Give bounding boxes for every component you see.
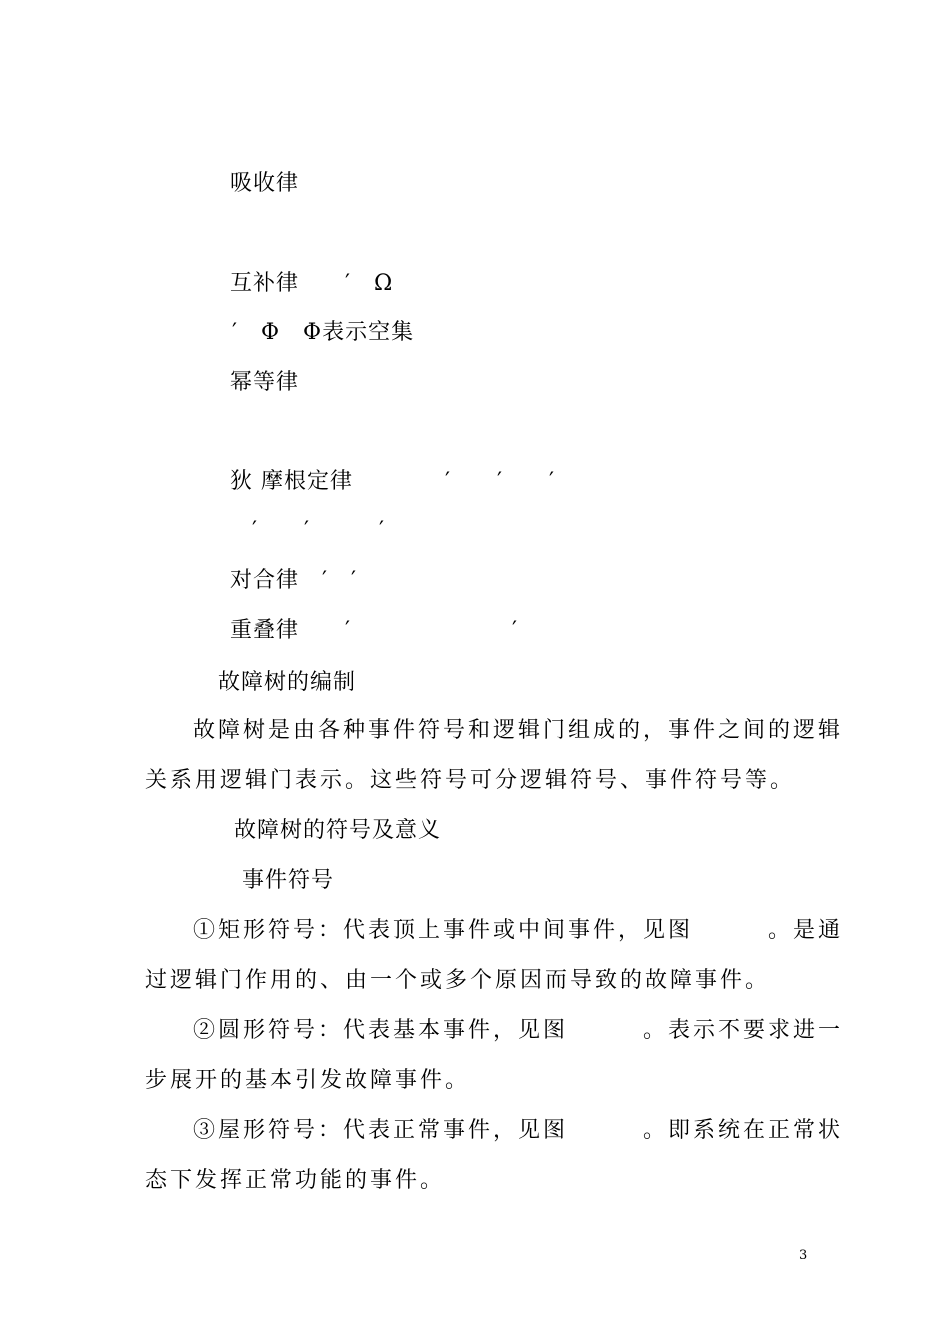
- paragraph-line: 关系用逻辑门表示。这些符号可分逻辑符号、事件符号等。: [145, 768, 796, 793]
- law-complement-line-2: ′ Φ Φ表示空集: [232, 320, 415, 345]
- law-involution: 对合律 ′ ′: [230, 568, 357, 593]
- list-item-rectangle-line-2: 过逻辑门作用的、由一个或多个原因而导致的故障事件。: [145, 968, 771, 993]
- subsubsection-heading: 事件符号: [242, 868, 335, 893]
- list-item-rectangle-line-1: ①矩形符号：代表顶上事件或中间事件，见图 。是通: [193, 918, 844, 943]
- law-complement-line-1: 互补律 ′ Ω: [230, 271, 394, 296]
- law-demorgan-line-1: 狄 摩根定律 ′ ′ ′: [230, 469, 555, 494]
- law-overlap: 重叠律 ′ ′: [230, 618, 518, 643]
- law-idempotent: 幂等律: [230, 370, 300, 395]
- list-item-house-line-1: ③屋形符号：代表正常事件，见图 。即系统在正常状: [193, 1118, 844, 1143]
- law-demorgan-line-2: ′ ′ ′: [252, 518, 385, 543]
- list-item-circle-line-2: 步展开的基本引发故障事件。: [145, 1068, 471, 1093]
- subsection-heading: 故障树的符号及意义: [234, 818, 442, 843]
- section-heading: 故障树的编制: [218, 670, 357, 695]
- law-absorption: 吸收律: [230, 171, 300, 196]
- page-number: 3: [799, 1248, 808, 1263]
- list-item-circle-line-1: ②圆形符号：代表基本事件，见图 。表示不要求进一: [193, 1018, 844, 1043]
- paragraph-line: 故障树是由各种事件符号和逻辑门组成的，事件之间的逻辑: [193, 718, 844, 743]
- list-item-house-line-2: 态下发挥正常功能的事件。: [145, 1168, 446, 1193]
